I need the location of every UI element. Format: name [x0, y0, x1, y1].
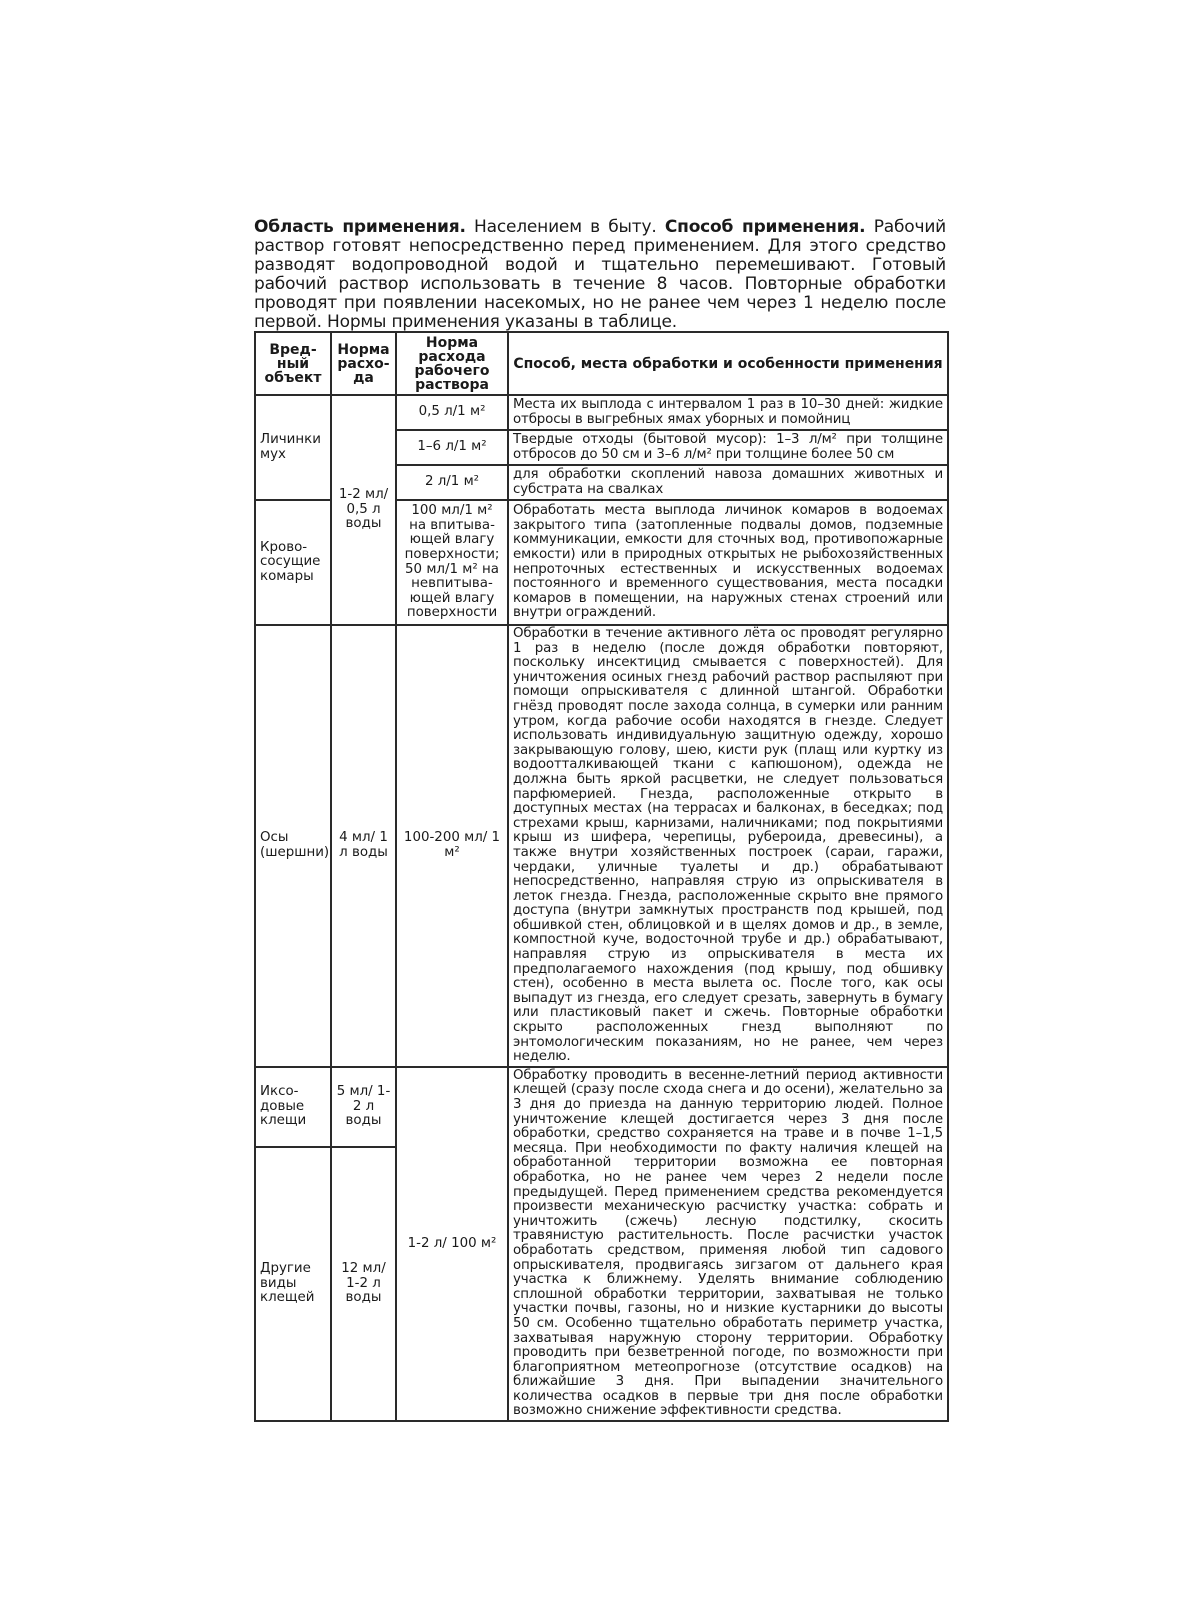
- method-text: Рабочий раствор готовят непосредственно перед применением. Для этого средство разводят водопроводной водой и тщательно перемешивают. Готовый рабочий раствор использовать в течение 8 часов. Повторные обработки проводят при появлении насекомых, но не ранее чем через 1 неделю после первой. Нормы применения указаны в таблице.: [254, 217, 947, 332]
- consumption-manure: 2 л/1 м²: [396, 465, 508, 500]
- norm-ixodid-ticks: 5 мл/ 1-2 л воды: [331, 1067, 396, 1147]
- object-mosquitoes: Крово-сосущие комары: [255, 500, 331, 625]
- header-consumption: Норма расхода рабочего раствора: [396, 332, 508, 395]
- norm-flies-mosquitoes: 1-2 мл/ 0,5 л воды: [331, 395, 396, 625]
- consumption-mosquitoes: 100 мл/1 м² на впитыва-ющей влагу поверхности; 50 мл/1 м² на невпитыва-ющей влагу поверхности: [396, 500, 508, 625]
- area-text: Населением в быту.: [465, 217, 665, 237]
- area-label: Область применения.: [254, 217, 466, 237]
- header-norm: Норма расхо-да: [331, 332, 396, 395]
- table-row: [255, 625, 948, 1067]
- consumption-wasps: 100-200 мл/ 1 м²: [396, 625, 508, 1067]
- method-solid-waste: Твердые отходы (бытовой мусор): 1–3 л/м² при толщине отбросов до 50 см и 3–6 л/м² при толщине более 50 см: [508, 430, 948, 465]
- method-mosquitoes: Обработать места выплода личинок комаров в водоемах закрытого типа (затопленные подвалы домов, подземные коммуникации, емкости для сточных вод, противопожарные емкости) или в природных открытых не рыбохозяйственных непроточных естественных и искусственных водоемах постоянного и временного существования, места посадки комаров в помещении, на наружных стенах строений или внутри ограждений.: [508, 500, 948, 625]
- consumption-ticks: 1-2 л/ 100 м²: [396, 1067, 508, 1421]
- method-manure: для обработки скоплений навоза домашних животных и субстрата на свалках: [508, 465, 948, 500]
- consumption-solid-waste: 1–6 л/1 м²: [396, 430, 508, 465]
- header-object: Вред-ный объект: [255, 332, 331, 395]
- object-ixodid-ticks: Иксо-довые клещи: [255, 1067, 331, 1147]
- table-header-row: [255, 332, 948, 395]
- table-row: [255, 395, 948, 430]
- method-wasps: Обработки в течение активного лёта ос проводят регулярно 1 раз в неделю (после дождя обработки повторяют, поскольку инсектицид смывается с поверхностей). Для уничтожения осиных гнезд рабочий раствор распыляют при помощи опрыскивателя с длинной штангой. Обработки гнёзд проводят после захода солнца, в сумерки или ранним утром, когда рабочие особи находятся в гнезде. Следует использовать индивидуальную защитную одежду, хорошо закрывающую голову, шею, кисти рук (плащ или куртку из водоотталкивающей ткани с капюшоном), одежда не должна быть яркой расцветки, не следует пользоваться парфюмерией. Гнезда, расположенные открыто в доступных местах (на террасах и балконах, в беседках; под стрехами крыш, карнизами, наличниками; под покрытиями крыш из шифера, черепицы, рубероида, древесины), а также внутри хозяйственных построек (сараи, гаражи, чердаки, уличные туалеты и др.) обрабатывают непосредственно, направляя струю из опрыскивателя в леток гнезда. Гнезда, расположенные скрыто вне прямого доступа (внутри замкнутых пространств под крышей, под обшивкой стен, облицовкой и в щелях домов и др., в земле, компостной куче, водосточной трубе и др.) обрабатывают, направляя струю из опрыскивателя в места их предполагаемого нахождения (под крышу, под обшивку стен), особенно в места вылета ос. После того, как осы выпадут из гнезда, его следует срезать, завернуть в бумагу или пластиковый пакет и сжечь. Повторные обработки скрыто расположенных гнезд выполняют по энтомологическим показаниям, но не ранее, чем через неделю.: [508, 625, 948, 1067]
- consumption-liquid-waste: 0,5 л/1 м²: [396, 395, 508, 430]
- method-label: Способ применения.: [664, 217, 866, 237]
- norm-other-ticks: 12 мл/ 1-2 л воды: [331, 1147, 396, 1421]
- intro-paragraph: [254, 218, 946, 332]
- object-other-ticks: Другие виды клещей: [255, 1147, 331, 1421]
- header-method: Способ, места обработки и особенности применения: [508, 332, 948, 395]
- object-fly-larvae: Личинки мух: [255, 395, 331, 500]
- norm-wasps: 4 мл/ 1 л воды: [331, 625, 396, 1067]
- application-norms-table: [254, 331, 949, 1422]
- table-row: [255, 1067, 948, 1147]
- method-liquid-waste: Места их выплода с интервалом 1 раз в 10–30 дней: жидкие отбросы в выгребных ямах уборных и помойниц: [508, 395, 948, 430]
- object-wasps: Осы (шершни): [255, 625, 331, 1067]
- method-ticks: Обработку проводить в весенне-летний период активности клещей (сразу после схода снега и до осени), желательно за 3 дня до приезда на данную территорию людей. Полное уничтожение клещей достигается через 3 дня после обработки, средство сохраняется на траве и в почве 1–1,5 месяца. При необходимости по факту наличия клещей на обработанной территории возможна ее повторная обработка, но не ранее чем через 2 недели после предыдущей. Перед применением средства рекомендуется произвести механическую расчистку участка: собрать и уничтожить (сжечь) лесную подстилку, скосить травянистую растительность. После расчистки участок обработать средством, применяя любой тип садового опрыскивателя, продвигаясь зигзагом от дальнего края участка к ближнему. Уделять внимание соблюдению сплошной обработки территории, захватывая не только участки почвы, газоны, но и низкие кустарники до высоты 50 см. Особенно тщательно обработать периметр участка, захватывая наружную сторону территории. Обработку проводить при безветренной погоде, по возможности при благоприятном метеопрогнозе (отсутствие осадков) на ближайшие 3 дня. При выпадении значительного количества осадков в первые три дня после обработки возможно снижение эффективности средства.: [508, 1067, 948, 1421]
